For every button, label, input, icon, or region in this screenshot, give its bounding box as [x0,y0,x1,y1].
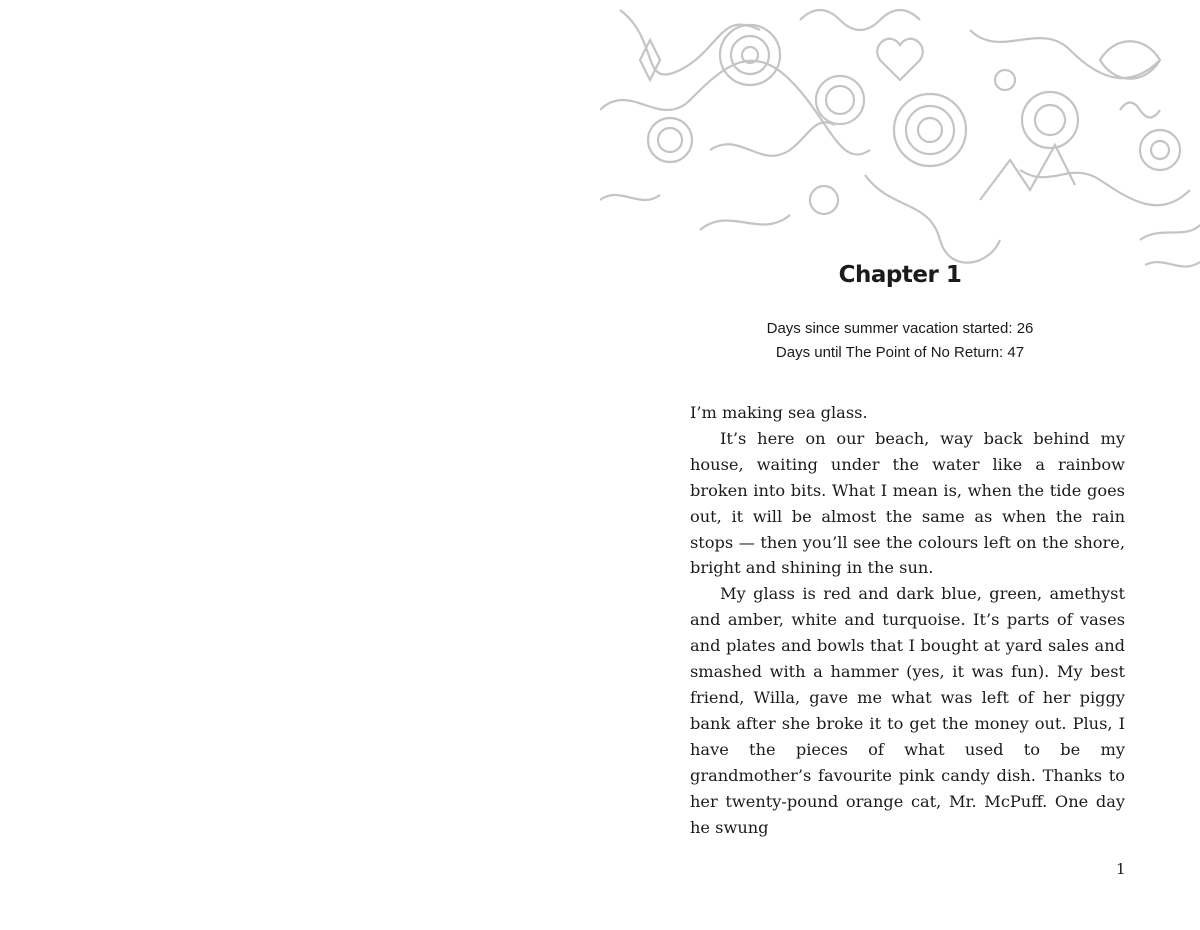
days-until-point-of-no-return: Days until The Point of No Return: 47 [775,344,1025,361]
paragraph: I’m making sea glass. [690,403,868,422]
chapter-counters [600,317,1200,365]
days-since-vacation: Days since summer vacation started: 26 [766,320,1034,337]
right-page [600,0,1200,930]
chapter-body [690,400,1125,840]
chapter-title: Chapter 1 [838,262,962,288]
paragraph: My glass is red and dark blue, green, amethyst and amber, white and turquoise. It’s parts of vases and plates and bowls that I bought at yard sales and smashed with a hammer (yes, it was fun). My best friend, Willa, gave me what was left of her piggy bank after she broke it to get the money out. Plus, I have the pieces of what used to be my grandmother’s favourite pink candy dish. Thanks to her twenty-pound orange cat, Mr. McPuff. One day he swung [690,584,1125,837]
page-number: 1 [1116,860,1126,878]
paragraph: It’s here on our beach, way back behind my house, waiting under the water like a rainbow broken into bits. What I mean is, when the tide goes out, it will be almost the same as when the rain stops — then you’ll see the colours left on the shore, bright and shining in the sun. [690,428,1125,578]
